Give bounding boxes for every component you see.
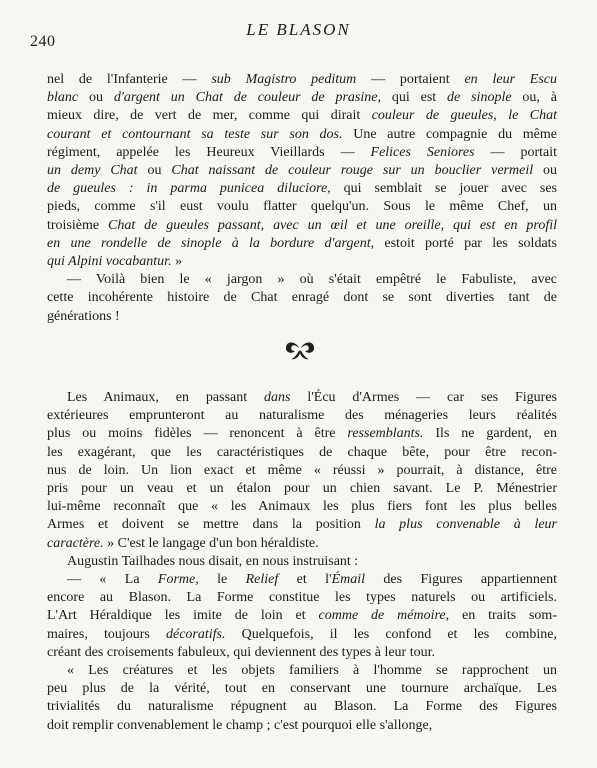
italic-run: en une rondelle de sinople à la bordure d'argent, xyxy=(47,235,375,251)
text-line: encore au Blason. La Forme constitue les types naturels ou artificiels. xyxy=(47,590,557,606)
italic-run: blanc xyxy=(47,90,79,106)
text-line: Les Animaux, en passant dans l'Écu d'Armes — car ses Figures xyxy=(67,390,557,405)
text-block-top xyxy=(47,71,557,326)
paragraph xyxy=(47,271,557,326)
text-line: pieds, comme s'il eust voulu flatter quelqu'un. Sous le même Chef, un xyxy=(47,199,557,215)
text-line: blanc ou d'argent un Chat de couleur de prasine, qui est de sinople ou, à xyxy=(47,90,558,106)
running-head: LE BLASON xyxy=(246,20,351,39)
italic-run: Chat de gueules passant, avec un œil et une oreille, qui est en profil xyxy=(108,217,557,233)
text-line: — « La Forme, le Relief et l'Émail des Figures appartiennent xyxy=(67,572,558,588)
paragraph xyxy=(47,662,557,735)
text-line: générations ! xyxy=(47,308,120,324)
paragraph xyxy=(47,389,557,553)
italic-run: sub Magistro peditum xyxy=(211,72,357,87)
text-line: « Les créatures et les objets familiers à l'homme se rapprochent un xyxy=(67,663,557,679)
text-line: lui-même reconnaît que « les Animaux les plus fiers font les plus belles xyxy=(47,499,557,515)
italic-run: comme de mémoire, xyxy=(318,608,450,624)
text-line: L'Art Héraldique les imite de loin et comme de mémoire, en traits som- xyxy=(47,608,557,624)
text-line: de gueules : in parma punicea diluciore, qui semblait se jouer avec ses xyxy=(47,181,557,197)
italic-run: ressemblants. xyxy=(347,426,424,442)
text-line: créant des croisements fabuleux, qui deviennent des types à leur tour. xyxy=(47,644,435,660)
text-line: Augustin Tailhades nous disait, en nous instruisant : xyxy=(67,553,359,569)
italic-run: Émail xyxy=(331,572,366,588)
italic-run: couleur de gueules, le Chat xyxy=(371,108,557,124)
text-line: en une rondelle de sinople à la bordure d'argent, estoit porté par les soldats xyxy=(47,235,557,251)
text-line: doit remplir convenablement le champ ; c'est pourquoi elle s'allonge, xyxy=(47,717,433,733)
italic-run: dans xyxy=(264,390,291,405)
italic-run: qui Alpini vocabantur. xyxy=(47,254,172,270)
page-number: 240 xyxy=(30,33,56,50)
text-line: cette incohérente histoire de Chat enragé dont se sont diverties tant de xyxy=(47,290,557,306)
text-line: maires, toujours décoratifs. Quelquefois, il les confond et les combine, xyxy=(47,626,557,642)
text-block-bottom xyxy=(47,389,557,735)
paragraph xyxy=(47,71,557,271)
italic-run: d'argent un Chat de couleur de prasine, xyxy=(113,90,381,106)
text-line: — Voilà bien le « jargon » où s'était empêtré le Fabuliste, avec xyxy=(67,272,557,288)
paragraph xyxy=(47,553,557,571)
text-line: trivialités du naturalisme répugnent au Blason. La Forme des Figures xyxy=(47,699,557,715)
text-line: courant et contournant sa teste sur son dos. Une autre compagnie du même xyxy=(47,126,557,142)
text-line: troisième Chat de gueules passant, avec un œil et une oreille, qui est en profil xyxy=(47,217,557,233)
text-line: peu plus de la vérité, tout en conservant une tournure archaïque. Les xyxy=(47,681,557,697)
text-line: les exagérant, que les caractéristiques de chaque bête, pour être recon- xyxy=(47,444,557,460)
italic-run: caractère. xyxy=(47,535,104,551)
italic-run: Relief xyxy=(245,572,279,588)
text-line: mieux dire, de vert de mer, comme qui dirait couleur de gueules, le Chat xyxy=(47,108,557,124)
italic-run: Felices Seniores xyxy=(370,144,475,160)
text-line: un demy Chat ou Chat naissant de couleur rouge sur un bouclier vermeil ou xyxy=(47,163,558,179)
italic-run: en leur Escu xyxy=(464,72,558,87)
italic-run: de gueules : in parma punicea diluciore, xyxy=(47,181,331,197)
text-line: plus ou moins fidèles — renoncent à être ressemblants. Ils ne gardent, en xyxy=(47,426,557,442)
text-line: caractère. » C'est le langage d'un bon héraldiste. xyxy=(47,535,319,551)
italic-run: décoratifs. xyxy=(166,626,226,642)
italic-run: la plus convenable à leur xyxy=(374,517,557,533)
italic-run: de sinople xyxy=(447,90,512,106)
italic-run: courant et contournant sa teste sur son dos. xyxy=(47,126,343,142)
italic-run: Chat naissant de couleur rouge sur un bouclier vermeil xyxy=(171,163,534,179)
italic-run: Forme, xyxy=(157,572,199,588)
text-line: régiment, appelée les Heureux Vieillards — Felices Seniores — portait xyxy=(47,144,558,160)
text-line: extérieures emprunteront au naturalisme des ménageries leurs réalités xyxy=(47,408,557,424)
fleuron-ornament xyxy=(283,337,317,366)
text-line: Armes et doivent se mettre dans la position la plus convenable à leur xyxy=(47,517,557,533)
italic-run: un demy Chat xyxy=(47,163,138,179)
paragraph xyxy=(47,571,557,662)
text-line: nus de loin. Un lion exact et même « réussi » pourrait, à distance, être xyxy=(47,462,557,478)
text-line: nel de l'Infanterie — sub Magistro peditum — portaient en leur Escu xyxy=(47,72,558,87)
text-line: pris pour un veau et un étalon pour un chien savant. Le P. Ménestrier xyxy=(47,481,557,497)
text-line: qui Alpini vocabantur. » xyxy=(47,254,183,270)
